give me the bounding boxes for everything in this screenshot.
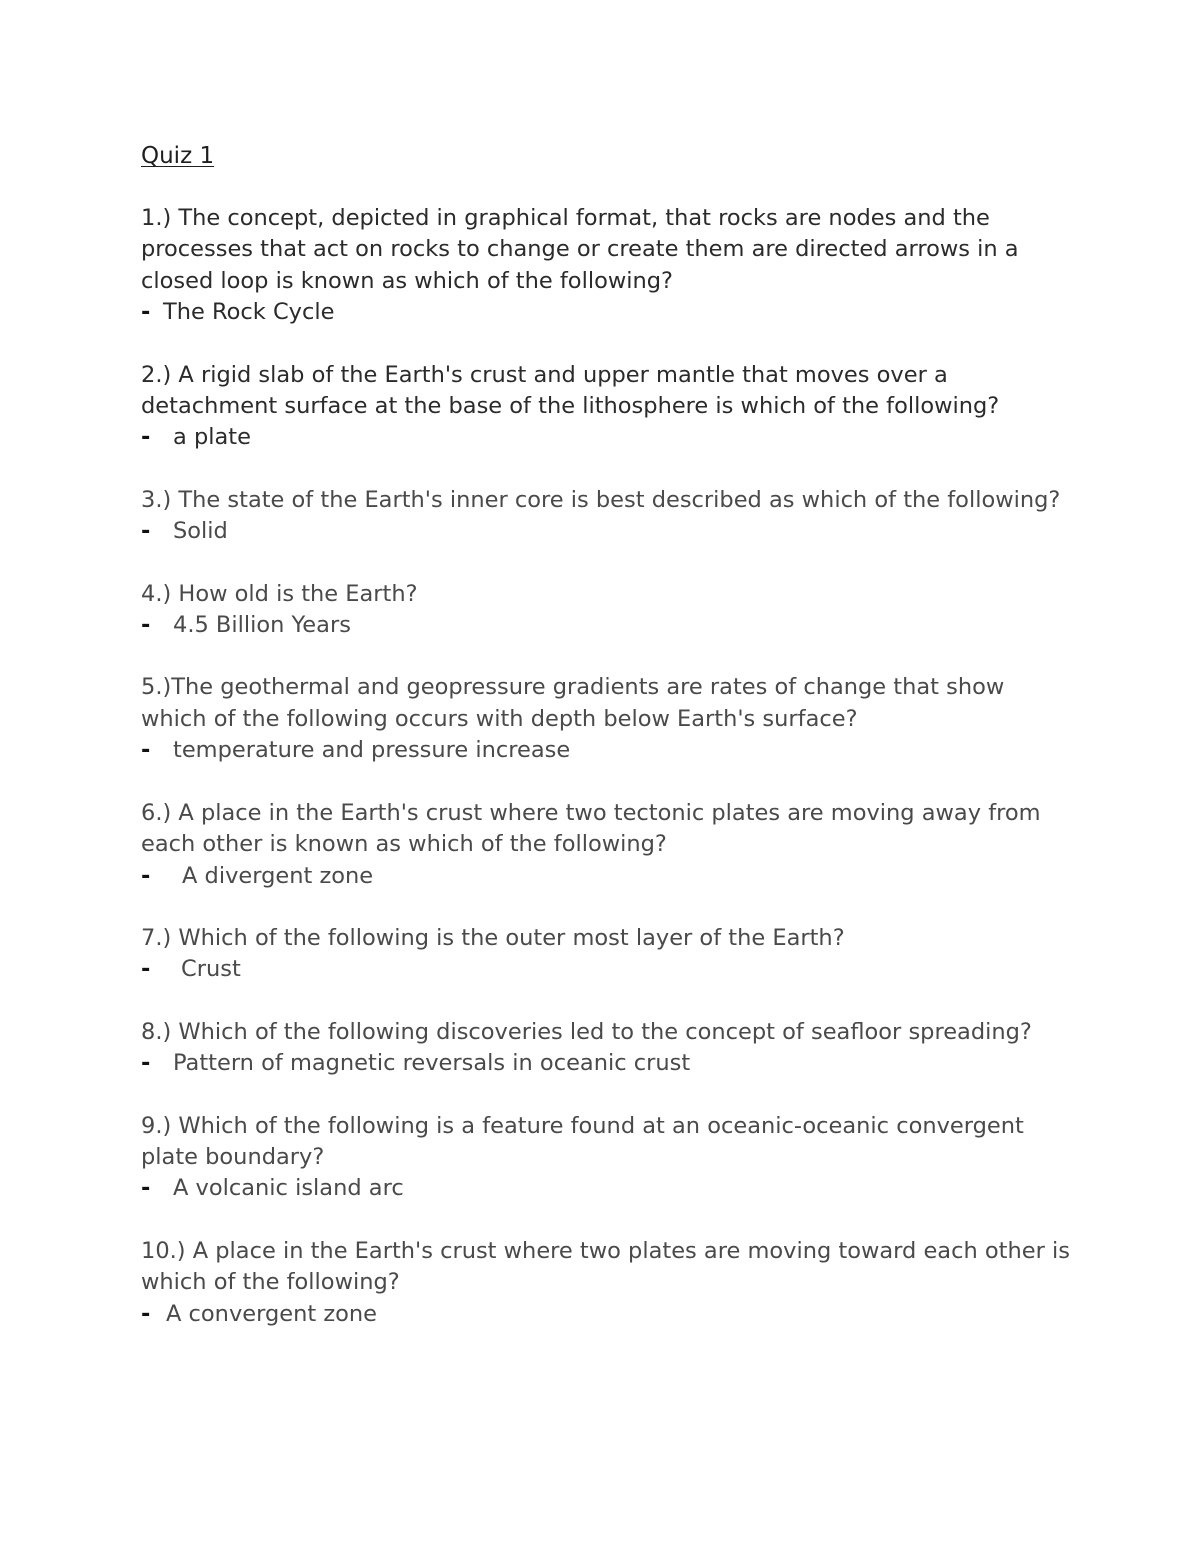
quiz-item-3 bbox=[141, 485, 1071, 548]
answer-line bbox=[141, 1048, 1071, 1079]
question-text: 8.) Which of the following discoveries led to the concept of seafloor spreading? bbox=[141, 1018, 1032, 1045]
answer-text: Solid bbox=[173, 518, 228, 545]
answer-dash: - bbox=[141, 737, 151, 764]
question-text: 3.) The state of the Earth's inner core is best described as which of the following? bbox=[141, 486, 1061, 513]
answer-dash: - bbox=[141, 299, 151, 326]
answer-text: temperature and pressure increase bbox=[173, 737, 571, 764]
quiz-item-2 bbox=[141, 360, 1071, 454]
question-text: 5.)The geothermal and geopressure gradients are rates of change that show which of the following occurs with depth below Earth's surface? bbox=[141, 674, 1005, 732]
question-text: 2.) A rigid slab of the Earth's crust and upper mantle that moves over a detachment surface at the base of the lithosphere is which of the following? bbox=[141, 361, 1000, 420]
answer-line bbox=[141, 954, 1071, 985]
quiz-item-5 bbox=[141, 672, 1071, 766]
question-text: 1.) The concept, depicted in graphical format, that rocks are nodes and the processes that act on rocks to change or create them are directed arrows in a closed loop is known as which of the following? bbox=[141, 205, 1019, 294]
answer-text: Crust bbox=[181, 956, 241, 983]
answer-text: a plate bbox=[173, 424, 251, 451]
answer-line bbox=[141, 1299, 1071, 1330]
question-text: 4.) How old is the Earth? bbox=[141, 580, 418, 607]
quiz-item-1 bbox=[141, 203, 1071, 329]
question-text: 9.) Which of the following is a feature found at an oceanic-oceanic convergent plate boundary? bbox=[141, 1112, 1024, 1170]
answer-dash: - bbox=[141, 612, 151, 639]
answer-text: A volcanic island arc bbox=[173, 1175, 404, 1202]
quiz-item-9 bbox=[141, 1111, 1071, 1205]
question-text: 7.) Which of the following is the outer most layer of the Earth? bbox=[141, 924, 845, 951]
document-page bbox=[141, 141, 1071, 1361]
answer-text: A divergent zone bbox=[182, 862, 374, 889]
answer-dash: - bbox=[141, 1175, 151, 1202]
question-text: 10.) A place in the Earth's crust where two plates are moving toward each other is which of the following? bbox=[141, 1237, 1070, 1296]
quiz-item-6 bbox=[141, 798, 1071, 892]
answer-dash: - bbox=[141, 424, 151, 451]
answer-line bbox=[141, 861, 1071, 892]
answer-dash: - bbox=[141, 1300, 151, 1327]
quiz-item-10 bbox=[141, 1236, 1071, 1330]
answer-dash: - bbox=[141, 956, 151, 983]
answer-dash: - bbox=[141, 862, 151, 889]
question-text: 6.) A place in the Earth's crust where two tectonic plates are moving away from each other is known as which of the following? bbox=[141, 799, 1041, 858]
quiz-item-7 bbox=[141, 923, 1071, 986]
quiz-item-4 bbox=[141, 579, 1071, 642]
answer-line bbox=[141, 735, 1071, 766]
quiz-title: Quiz 1 bbox=[141, 143, 215, 169]
answer-dash: - bbox=[141, 518, 151, 545]
answer-text: The Rock Cycle bbox=[163, 299, 335, 326]
answer-text: A convergent zone bbox=[166, 1300, 377, 1327]
answer-line bbox=[141, 297, 1071, 328]
answer-text: Pattern of magnetic reversals in oceanic crust bbox=[173, 1050, 691, 1077]
answer-line bbox=[141, 422, 1071, 453]
answer-line bbox=[141, 516, 1071, 547]
answer-line bbox=[141, 610, 1071, 641]
quiz-item-8 bbox=[141, 1017, 1071, 1080]
answer-line bbox=[141, 1173, 1071, 1204]
answer-dash: - bbox=[141, 1050, 151, 1077]
answer-text: 4.5 Billion Years bbox=[173, 612, 351, 639]
